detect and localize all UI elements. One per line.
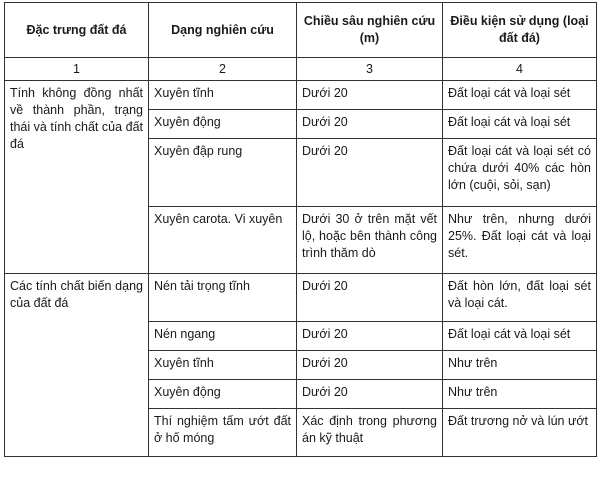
study-type-cell: Xuyên động (149, 380, 297, 409)
header-row (5, 3, 597, 58)
depth-cell: Dưới 20 (297, 380, 443, 409)
depth-cell: Dưới 20 (297, 322, 443, 351)
header-depth: Chiều sâu nghiên cứu (m) (297, 3, 443, 58)
condition-cell: Như trên (443, 351, 597, 380)
column-number: 2 (149, 58, 297, 81)
study-type-cell: Nén ngang (149, 322, 297, 351)
feature-cell: Tính không đồng nhất về thành phần, trạng thái và tính chất của đất đá (5, 81, 149, 274)
study-type-cell: Xuyên carota. Vi xuyên (149, 207, 297, 274)
header-study-type: Dạng nghiên cứu (149, 3, 297, 58)
study-type-cell: Thí nghiệm tấm ướt đất ở hố móng (149, 409, 297, 457)
depth-cell: Dưới 20 (297, 110, 443, 139)
header-condition: Điều kiện sử dụng (loại đất đá) (443, 3, 597, 58)
column-number-row (5, 58, 597, 81)
condition-cell: Đất trương nở và lún ướt (443, 409, 597, 457)
condition-cell: Đất loại cát và loại sét có chứa dưới 40% các hòn lớn (cuội, sỏi, sạn) (443, 139, 597, 207)
table-row (5, 274, 597, 322)
study-type-cell: Xuyên tĩnh (149, 351, 297, 380)
depth-cell: Dưới 20 (297, 351, 443, 380)
study-type-cell: Xuyên đập rung (149, 139, 297, 207)
column-number: 4 (443, 58, 597, 81)
condition-cell: Đất hòn lớn, đất loại sét và loại cát. (443, 274, 597, 322)
column-number: 3 (297, 58, 443, 81)
condition-cell: Đất loại cát và loại sét (443, 110, 597, 139)
study-type-cell: Nén tải trọng tĩnh (149, 274, 297, 322)
condition-cell: Đất loại cát và loại sét (443, 322, 597, 351)
depth-cell: Xác định trong phương án kỹ thuật (297, 409, 443, 457)
depth-cell: Dưới 20 (297, 274, 443, 322)
study-type-cell: Xuyên động (149, 110, 297, 139)
condition-cell: Như trên (443, 380, 597, 409)
depth-cell: Dưới 30 ở trên mặt vết lộ, hoặc bên thành công trình thăm dò (297, 207, 443, 274)
condition-cell: Đất loại cát và loại sét (443, 81, 597, 110)
feature-cell: Các tính chất biến dạng của đất đá (5, 274, 149, 457)
depth-cell: Dưới 20 (297, 81, 443, 110)
depth-cell: Dưới 20 (297, 139, 443, 207)
column-number: 1 (5, 58, 149, 81)
table-row (5, 81, 597, 110)
soil-testing-table (4, 2, 597, 457)
condition-cell: Như trên, nhưng dưới 25%. Đất loại cát và loại sét. (443, 207, 597, 274)
header-feature: Đặc trưng đất đá (5, 3, 149, 58)
study-type-cell: Xuyên tĩnh (149, 81, 297, 110)
